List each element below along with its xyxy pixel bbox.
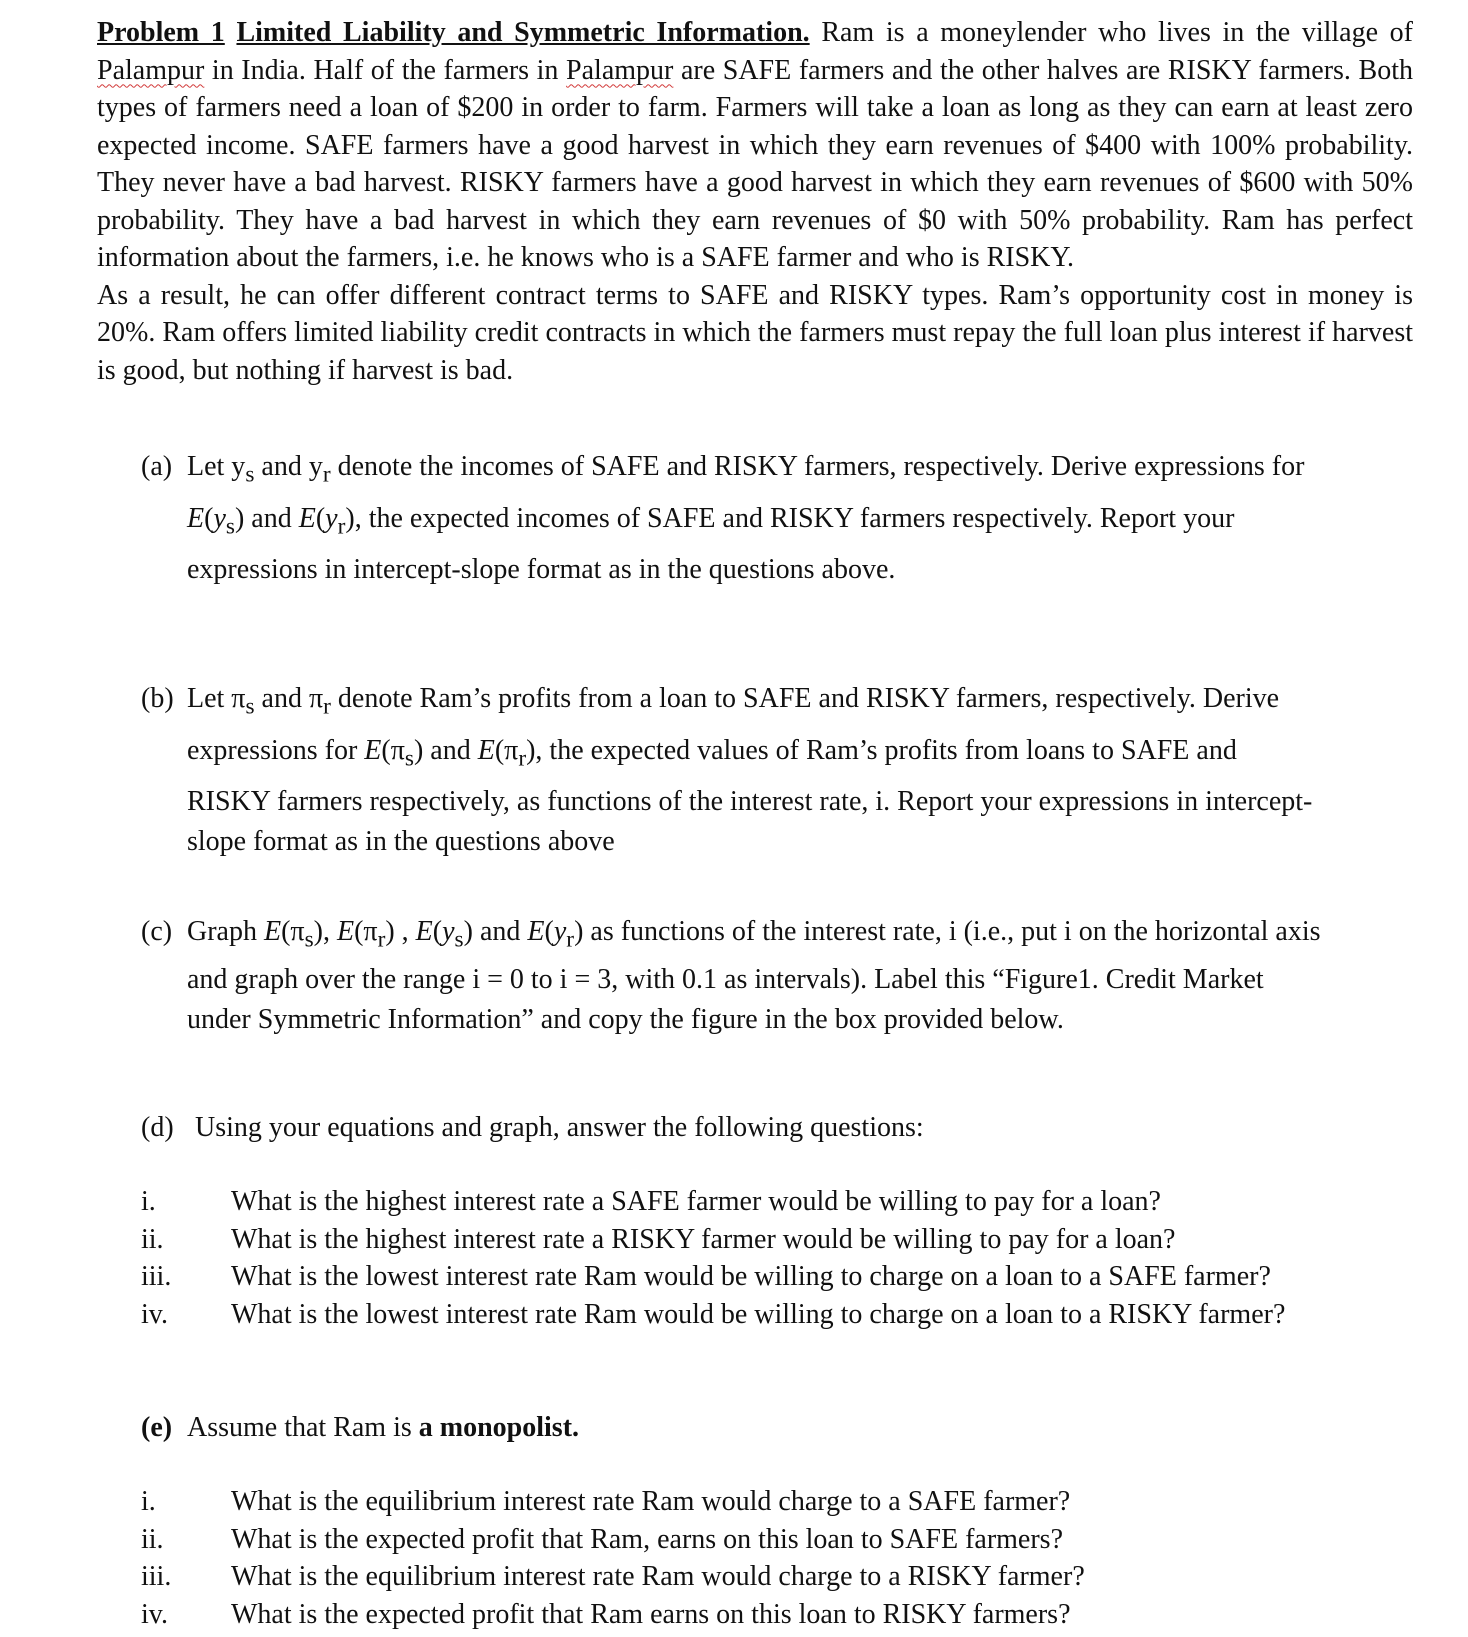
part-e-text-a: Assume that Ram is [187,1412,419,1443]
intro-paragraph-1 [97,14,1413,277]
question-number: iv. [141,1298,168,1330]
question-number: ii. [141,1523,164,1555]
part-c [141,912,1441,1040]
question-number: iv. [141,1598,168,1630]
question-text: What is the expected profit that Ram earns on this loan to RISKY farmers? [231,1598,1071,1630]
list-item [141,1596,1441,1634]
part-a [141,445,1441,592]
question-text: What is the highest interest rate a RISKY farmer would be willing to pay for a loan? [231,1223,1176,1255]
intro-paragraph-2: As a result, he can offer different contract terms to SAFE and RISKY types. Ram’s opportunity cost in money is 20%. Ram offers limited liability credit contracts in which the farmers must repay the full loan plus interest if harvest is good, but nothing if harvest is bad. [97,279,1413,386]
part-a-label: (a) [141,451,173,482]
part-a-line-1: Let $y_s$ and $y_r$ denote the incomes of SAFE and RISKY farmers, respectively. Derive expressions for [187,451,1305,488]
part-d-questions [141,1183,1441,1333]
part-b [141,677,1441,860]
question-text: What is the lowest interest rate Ram would be willing to charge on a loan to a RISKY farmer? [231,1298,1286,1330]
question-text: What is the highest interest rate a SAFE farmer would be willing to pay for a loan? [231,1186,1161,1217]
list-item [141,1483,1441,1521]
part-d [141,1108,1441,1148]
part-a-line-2: $E(y_s)$ and $E(y_r)$, the expected incomes of SAFE and RISKY farmers respectively. Report your [187,502,1235,540]
part-b-line-2: expressions for $E(\pi_s)$ and $E(\pi_r)$, the expected values of Ram’s profits from loans to SAFE and [187,734,1237,772]
part-d-text: Using your equations and graph, answer the following questions: [195,1112,924,1143]
part-e-questions [141,1483,1441,1633]
question-text: What is the equilibrium interest rate Ram would charge to a RISKY farmer? [231,1561,1085,1592]
part-c-label: (c) [141,916,173,947]
list-item [141,1221,1441,1259]
part-e [141,1408,1441,1448]
question-number: i. [141,1486,156,1517]
intro-text-b: in India. Half of the farmers in [204,54,567,86]
list-item [141,1296,1441,1334]
problem-label: Problem 1 [97,17,225,48]
question-number: i. [141,1186,156,1217]
part-b-line-1: Let $\pi_s$ and $\pi_r$ denote Ram’s profits from a loan to SAFE and RISKY farmers, respectively. Derive [187,683,1280,720]
part-c-line-3: under Symmetric Information” and copy the figure in the box provided below. [187,1003,1064,1035]
intro-text-a: Ram is a moneylender who lives in the village of [809,17,1414,48]
part-b-line-3: RISKY farmers respectively, as functions of the interest rate, i. Report your expressions in intercept- [187,786,1313,818]
part-e-label: (e) [141,1412,173,1443]
question-number: ii. [141,1223,164,1255]
list-item [141,1258,1441,1296]
part-d-label: (d) [141,1112,174,1143]
intro-text-c: are SAFE farmers and the other halves are RISKY farmers. Both types of farmers need a loan of $200 in order to farm. Farmers will take a loan as long as they can earn at least zero expected income. SAFE farmers have a good harvest in which they earn revenues of $400 with 100% probability. They never have a bad harvest. RISKY farmers have a good harvest in which they earn revenues of $600 with 50% probability. They have a bad harvest in which they earn revenues of $0 with 50% probability. Ram has perfect information about the farmers, i.e. he knows who is a SAFE farmer and who is RISKY. [97,54,1413,273]
part-b-label: (b) [141,683,174,714]
place-name: Palampur [566,54,674,86]
part-e-text [187,1408,1441,1448]
part-c-line-2: and graph over the range i = 0 to i = 3, with 0.1 as intervals). Label this “Figure1. Credit Market [187,963,1264,995]
problem-title: Limited Liability and Symmetric Information. [236,17,810,48]
question-text: What is the equilibrium interest rate Ram would charge to a SAFE farmer? [231,1486,1071,1517]
part-a-line-3: expressions in intercept-slope format as in the questions above. [187,554,896,586]
question-number: iii. [141,1561,172,1592]
question-text: What is the expected profit that Ram, earns on this loan to SAFE farmers? [231,1523,1064,1555]
list-item [141,1183,1441,1221]
part-e-text-bold: a monopolist. [418,1412,580,1443]
question-text: What is the lowest interest rate Ram would be willing to charge on a loan to a SAFE farmer? [231,1261,1271,1292]
list-item [141,1558,1441,1596]
problem-intro [97,14,1413,389]
place-name: Palampur [97,54,205,86]
question-number: iii. [141,1261,172,1292]
part-c-line-1: Graph $E(\pi_s)$, $E(\pi_r)$ , $E(y_s)$ and $E(y_r)$ as functions of the interest rate, i (i.e., put i on the horizontal axis [187,916,1321,953]
list-item [141,1521,1441,1559]
part-b-line-4: slope format as in the questions above [187,826,615,858]
